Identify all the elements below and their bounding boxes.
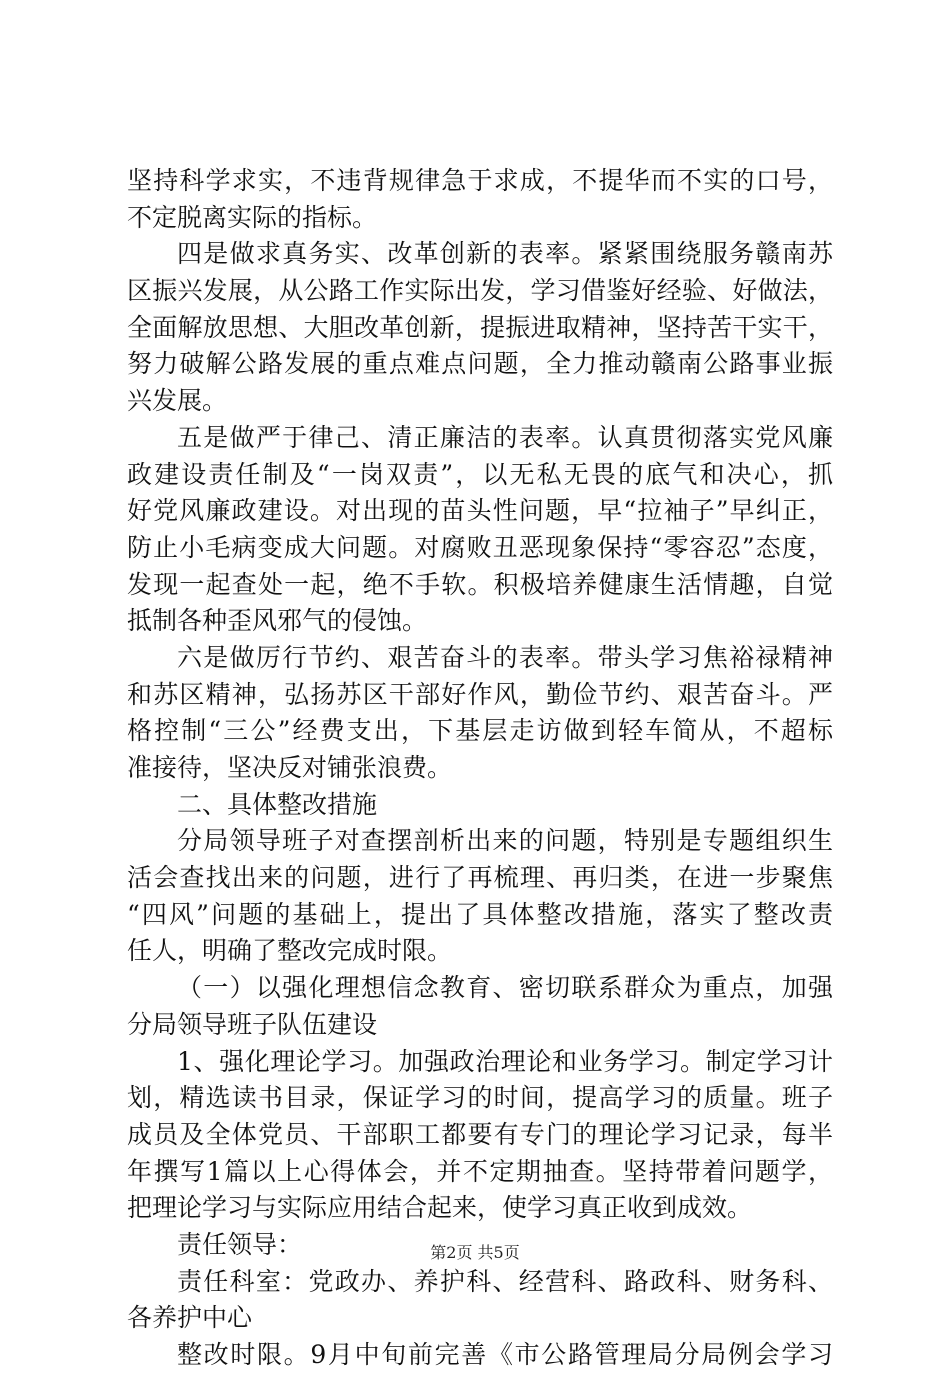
text-line: 责任领导： (177, 1229, 303, 1259)
text-line: 好党风廉政建设。对出现的苗头性问题，早“拉袖子”早纠正， (127, 496, 833, 526)
text-line: 六是做厉行节约、艰苦奋斗的表率。带头学习焦裕禄精神 (177, 642, 833, 672)
text-line: 活会查找出来的问题，进行了再梳理、再归类，在进一步聚焦 (127, 863, 833, 893)
text-line: 分局领导班子对查摆剖析出来的问题，特别是专题组织生 (177, 826, 833, 856)
text-line: 不定脱离实际的指标。 (127, 202, 378, 232)
text-line: 四是做求真务实、改革创新的表率。紧紧围绕服务赣南苏 (177, 239, 833, 269)
text-line: 抵制各种歪风邪气的侵蚀。 (127, 606, 428, 636)
text-line: 责任科室：党政办、养护科、经营科、路政科、财务科、 (177, 1266, 833, 1296)
text-line: 政建设责任制及“一岗双责”，以无私无畏的底气和决心，抓 (127, 459, 833, 489)
text-line: 划，精选读书目录，保证学习的时间，提高学习的质量。班子 (127, 1083, 833, 1113)
text-line: 年撰写1篇以上心得体会，并不定期抽查。坚持带着问题学， (127, 1156, 833, 1186)
text-line: 整改时限。9月中旬前完善《市公路管理局分局例会学习 (177, 1340, 833, 1369)
text-line: 二、具体整改措施 (177, 789, 378, 819)
text-line: 格控制“三公”经费支出，下基层走访做到轻车简从，不超标 (127, 716, 833, 746)
text-line: 全面解放思想、大胆改革创新，提振进取精神，坚持苦干实干， (127, 312, 833, 342)
document-body (127, 163, 833, 1374)
text-line: 各养护中心 (127, 1303, 253, 1333)
text-line: 发现一起查处一起，绝不手软。积极培养健康生活情趣，自觉 (127, 569, 833, 599)
text-line: “四风”问题的基础上，提出了具体整改措施，落实了整改责 (127, 899, 833, 929)
text-line: 防止小毛病变成大问题。对腐败丑恶现象保持“零容忍”态度， (127, 532, 833, 562)
text-line: 坚持科学求实，不违背规律急于求成，不提华而不实的口号， (127, 166, 833, 195)
text-line: 准接待，坚决反对铺张浪费。 (127, 753, 453, 782)
text-line: 把理论学习与实际应用结合起来，使学习真正收到成效。 (127, 1193, 753, 1223)
text-line: 区振兴发展，从公路工作实际出发，学习借鉴好经验、好做法， (127, 276, 833, 306)
text-line: 任人，明确了整改完成时限。 (127, 936, 453, 966)
page-footer: 第2页 共5页 (430, 1243, 520, 1262)
text-line: 分局领导班子队伍建设 (127, 1009, 378, 1039)
text-line: 和苏区精神，弘扬苏区干部好作风，勤俭节约、艰苦奋斗。严 (127, 679, 833, 709)
text-line: （一）以强化理想信念教育、密切联系群众为重点，加强 (177, 973, 833, 1003)
text-line: 兴发展。 (127, 386, 228, 416)
text-line: 成员及全体党员、干部职工都要有专门的理论学习记录，每半 (127, 1119, 833, 1149)
text-line: 努力破解公路发展的重点难点问题，全力推动赣南公路事业振 (127, 349, 833, 379)
text-line: 五是做严于律己、清正廉洁的表率。认真贯彻落实党风廉 (177, 422, 833, 452)
text-line: 1、强化理论学习。加强政治理论和业务学习。制定学习计 (177, 1046, 833, 1076)
